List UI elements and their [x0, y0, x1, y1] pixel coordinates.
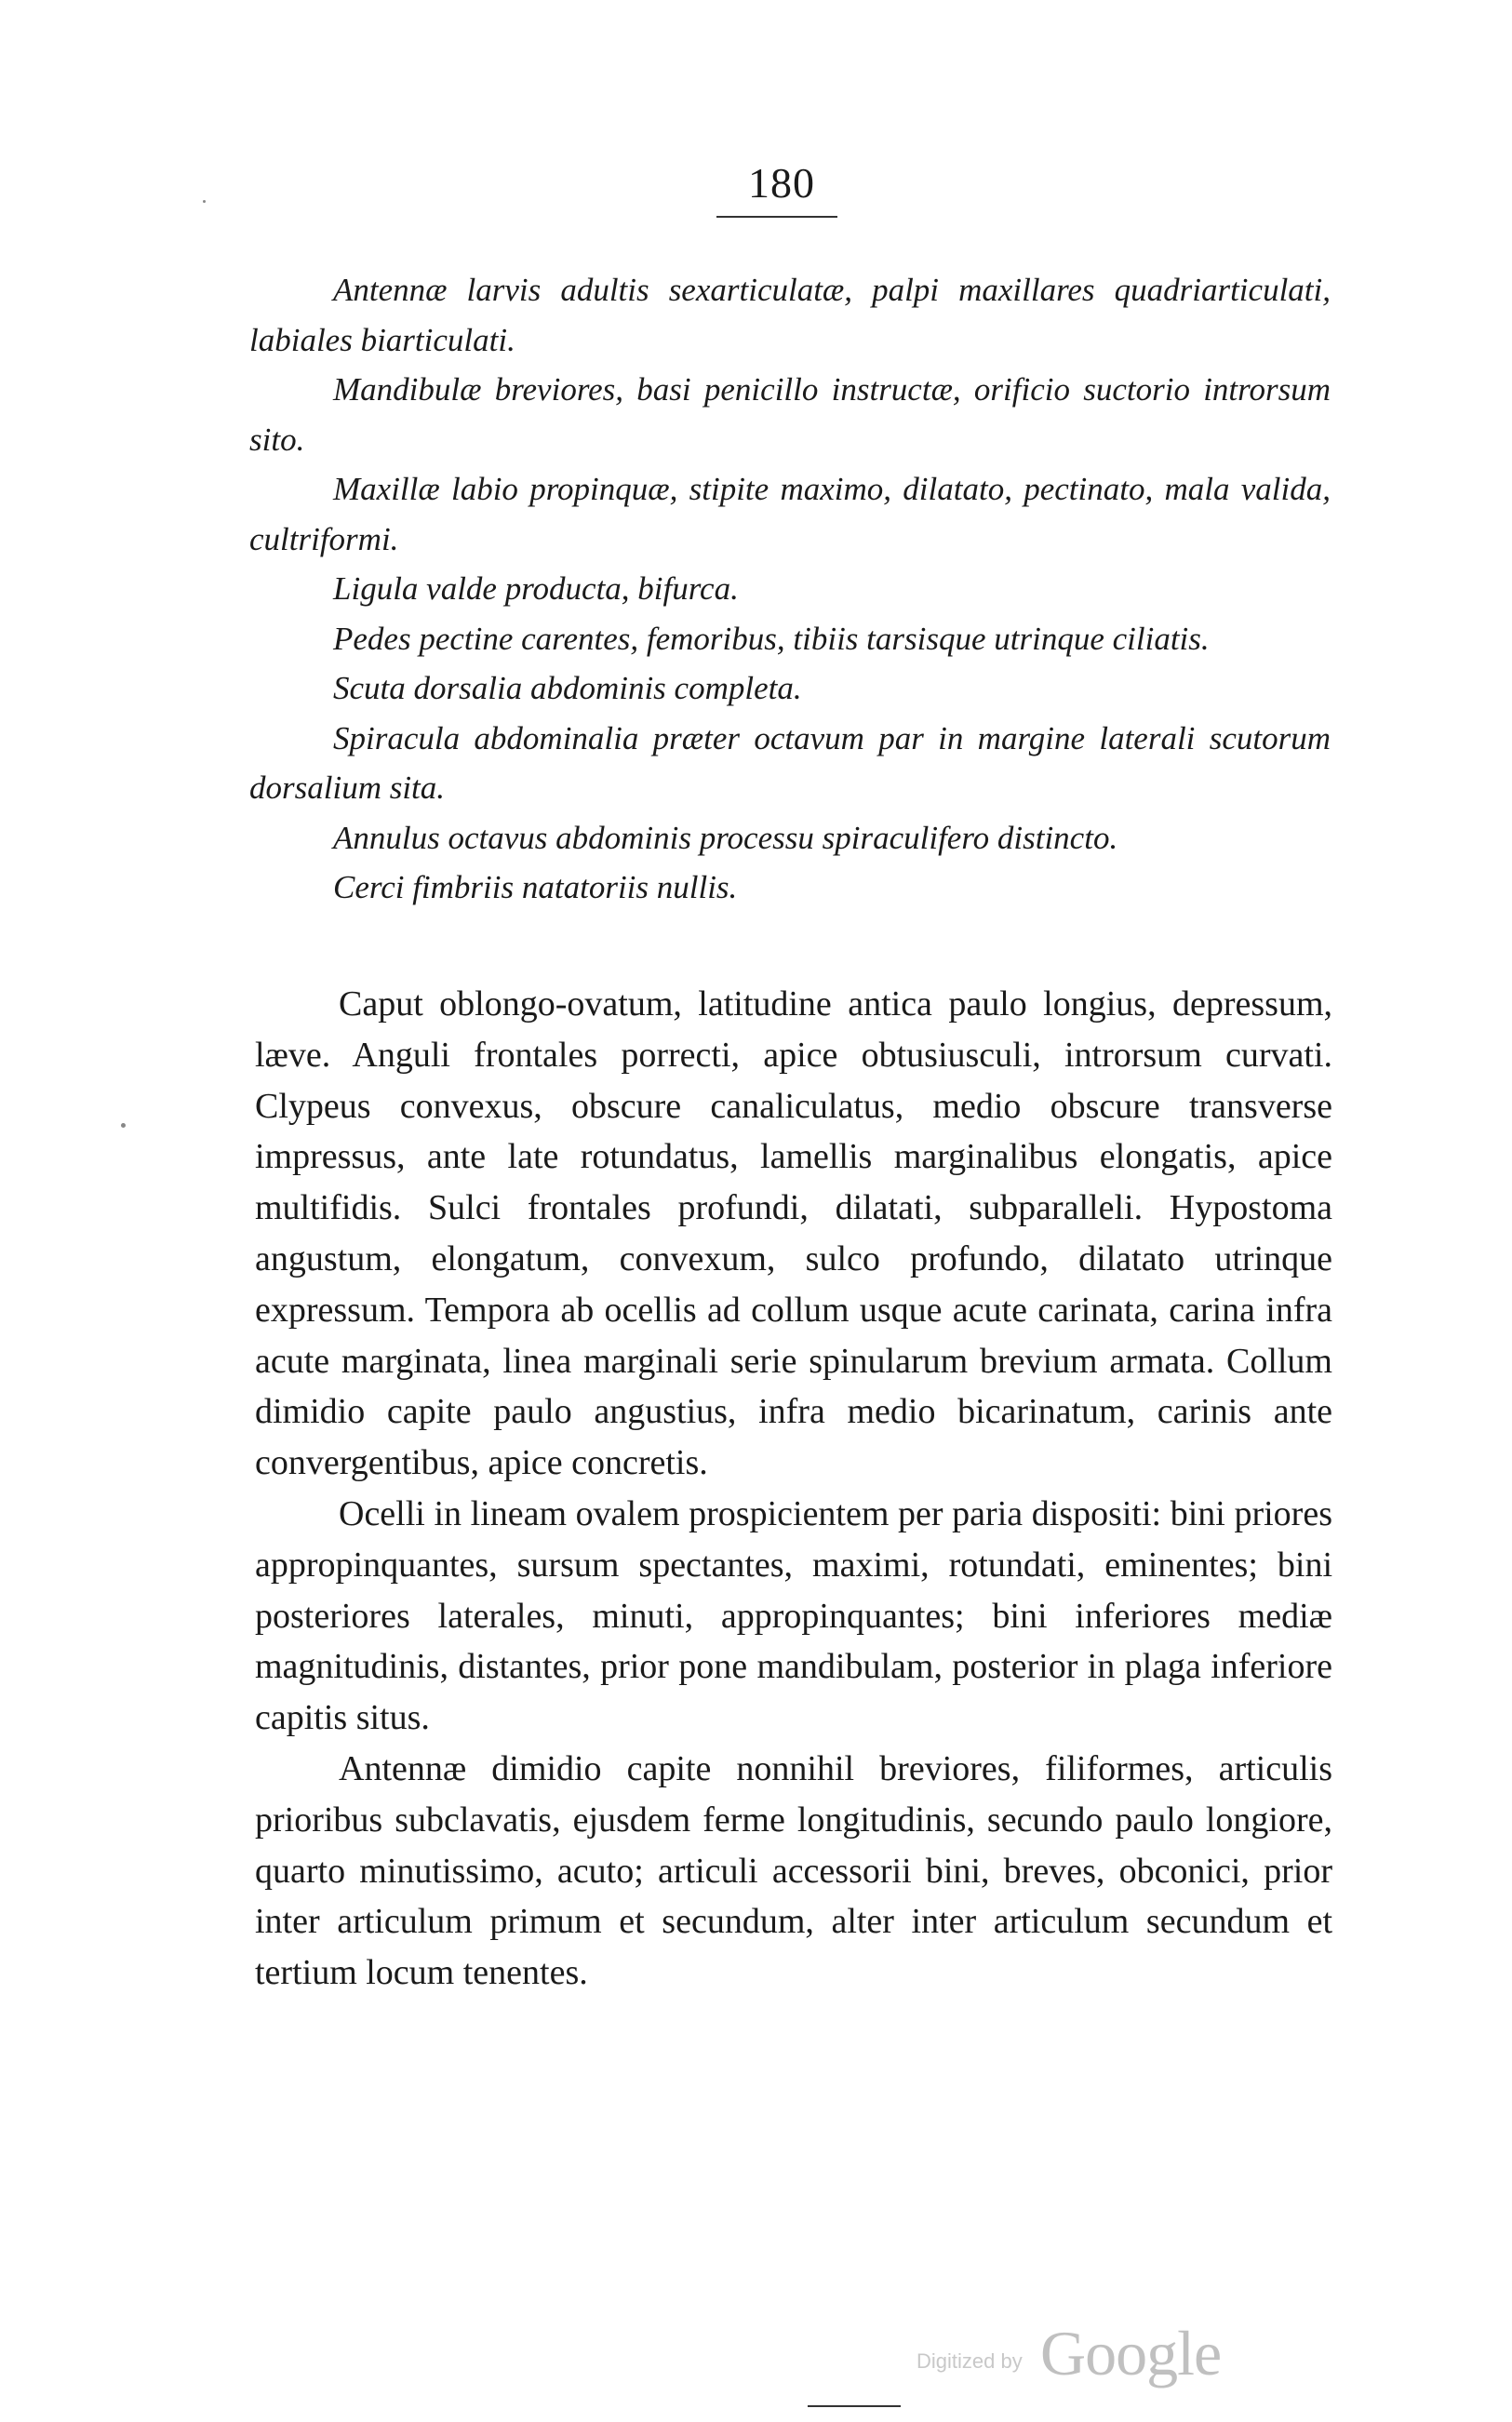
body-paragraph: Ocelli in lineam ovalem prospicientem per paria dispositi: bini priores appropinquantes, sursum spectantes, maximi, rotundati, eminentes; bini posteriores laterales, minuti, appropinquantes; bini inferiores mediæ magnitudinis, distantes, prior pone mandibulam, posterior in plaga inferiore capitis situs.	[255, 1493, 1332, 1738]
page-number-underline	[716, 216, 837, 218]
italic-paragraph: Cerci fimbriis natatoriis nullis.	[333, 869, 738, 905]
italic-description-block	[249, 265, 1331, 913]
italic-paragraph: Antennæ larvis adultis sexarticulatæ, palpi maxillares quadriarticulati, labiales biarticulati.	[249, 272, 1331, 358]
italic-paragraph: Scuta dorsalia abdominis completa.	[333, 670, 802, 706]
body-paragraph: Antennæ dimidio capite nonnihil breviores, filiformes, articulis prioribus subclavatis, ejusdem ferme longitudinis, secundo paulo longiore, quarto minutissimo, acuto; articuli accessorii bini, breves, obconici, prior inter articulum primum et secundum, alter inter articulum secundum et tertium locum tenentes.	[255, 1748, 1332, 1993]
body-paragraph: Caput oblongo-ovatum, latitudine antica paulo longius, depressum, læve. Anguli frontales porrecti, apice obtusiusculi, introrsum curvati. Clypeus convexus, obscure canaliculatus, medio obscure transverse impressus, ante late rotundatus, lamellis marginalibus elongatis, apice multifidis. Sulci frontales profundi, dilatati, subparalleli. Hypostoma angustum, elongatum, convexum, sulco profundo, dilatato utrinque expressum. Tempora ab ocellis ad collum usque acute carinata, carina infra acute marginata, linea marginali serie spinularum brevium armata. Collum dimidio capite paulo angustius, infra medio bicarinatum, carinis ante convergentibus, apice concretis.	[255, 984, 1332, 1483]
italic-paragraph: Ligula valde producta, bifurca.	[333, 570, 739, 607]
italic-paragraph: Spiracula abdominalia præter octavum par in margine laterali scutorum dorsalium sita.	[249, 719, 1331, 806]
italic-paragraph: Maxillæ labio propinquæ, stipite maximo, dilatato, pectinato, mala valida, cultriformi.	[249, 471, 1331, 557]
main-text-block	[255, 979, 1332, 1999]
page-number: 180	[748, 159, 815, 207]
italic-paragraph: Pedes pectine carentes, femoribus, tibiis tarsisque utrinque ciliatis.	[333, 620, 1210, 657]
scan-speck	[203, 200, 206, 203]
italic-paragraph: Mandibulæ breviores, basi penicillo instructæ, orificio suctorio introrsum sito.	[249, 371, 1331, 458]
italic-paragraph: Annulus octavus abdominis processu spiraculifero distincto.	[333, 819, 1118, 856]
footer-rule	[808, 2405, 901, 2407]
digitized-by-label: Digitized by	[917, 2349, 1023, 2373]
google-logo: Google	[1040, 2318, 1222, 2389]
scan-speck	[121, 1123, 126, 1128]
